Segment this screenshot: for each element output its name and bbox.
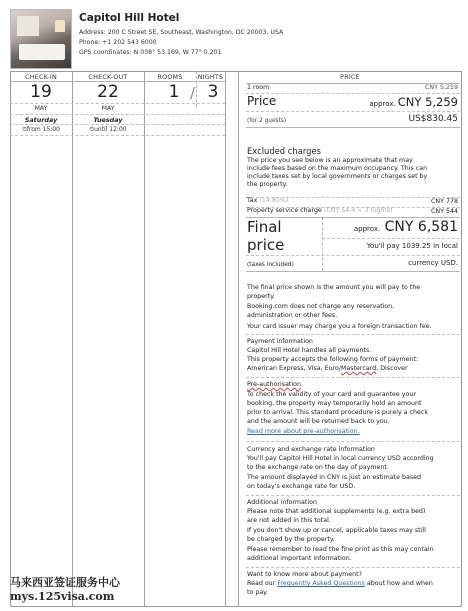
additional-line-2: are not added in this total. [247,517,331,524]
checkin-time-text: from 15:00 [26,126,60,133]
checkout-weekday: Tuesday [93,116,123,124]
excluded-desc-2: include fees based on the maximum occupancy. This can [247,165,428,172]
currency-title: Currency and exchange rate information [247,446,375,453]
final-label-2: price [247,236,285,254]
final-note-4: administration or other fees. [247,312,338,319]
additional-line-6: additional important information. [247,555,352,562]
faq-end: to pay. [247,589,269,596]
currency-line-2: to the exchange rate on the day of payment. [247,464,389,471]
divider-nights [225,71,226,607]
preauth-title: Pre-authorisation [247,381,301,388]
clock-icon: ⏲ [89,126,95,133]
excluded-desc-3: include taxes set by local governments or charges set by [247,173,428,180]
tax-rate: (14.80%) [259,197,289,204]
final-line-1 [322,238,460,239]
price-approx: approx. [369,100,396,108]
final-line-3 [246,271,460,272]
checkout-time-text: until 12:00 [94,126,127,133]
faq-pre: Read our [247,580,278,587]
additional-line-4: be charged by the property. [247,536,335,543]
nights-label: NIGHTS [197,73,224,81]
price-usd: US$830.45 [408,114,458,124]
service-row [247,207,393,215]
checkout-time [72,126,144,134]
faq-line [247,580,433,588]
price-label: Price [247,94,277,108]
divider-time-top [10,124,225,125]
hotel-name: Capitol Hill Hotel [79,12,180,24]
guests-label: (for 2 guests) [247,118,287,124]
tax-label: Tax [247,197,258,204]
payment-methods-b: Mastercard [341,365,377,372]
divider-date [10,103,225,104]
notes-line-1 [246,334,460,335]
final-note-1: The final price shown is the amount you will pay to the [247,284,421,291]
hotel-photo [10,9,72,69]
divider-day [10,114,225,115]
checkin-label: CHECK-IN [25,73,57,81]
final-note-2: property. [247,293,276,300]
faq-link[interactable]: Frequently Asked Questions [277,580,365,587]
faq-post: about how and when [364,580,433,587]
checkout-label: CHECK-OUT [88,73,128,81]
photo-lamp [55,20,65,32]
nights-count: 3 [207,82,219,102]
final-pay-line: You'll pay 1039.25 in local [366,242,458,250]
rooms-label: ROOMS [157,73,183,81]
price-line-3 [246,127,460,128]
preauth-line-3: prior to arrival. This standard procedure is purely a check [247,409,428,416]
payment-methods-c: , Discover [376,365,408,372]
additional-line-5: Please remember to read the fine print as this may contain [247,546,434,553]
preauth-link[interactable]: Read more about pre-authorisation. [247,428,360,435]
payment-methods-a: American Express, Visa, Euro/ [247,365,342,372]
price-line-1 [246,93,460,94]
checkin-month: MAY [34,105,48,112]
divider-time-bottom [10,135,225,136]
hotel-address: Address: 200 C Street SE, Southeast, Washington, DC 20003, USA [79,29,284,36]
currency-line-1: You'll pay Capitol Hill Hotel in local currency USD according [247,455,434,462]
rooms-nights-slash: / [190,84,196,102]
notes-line-2 [246,377,460,378]
room-label: 1 room [247,84,270,91]
final-line-2 [246,255,460,256]
divider-price [238,71,239,607]
divider-checkout [144,71,145,607]
divider-checkin [72,71,73,607]
preauth-line-1: To check the validity of your card and guarantee your [247,391,416,398]
taxes-included: (taxes included) [247,262,294,268]
preauth-line-4: and the amount will be returned back to you. [247,418,390,425]
excluded-desc-1: The price you see below is an approximate that may [247,157,413,164]
room-value: CNY 5,259 [425,84,458,91]
additional-title: Additional information [247,499,317,506]
faq-question: Want to know more about payment? [247,571,362,578]
price-cny [369,95,458,109]
notes-line-3 [246,441,460,442]
notes-line-5 [246,567,460,568]
final-note-5: Your card issuer may charge you a foreign transaction fee. [247,323,432,330]
price-cny-value: CNY 5,259 [397,95,458,109]
checkin-day: 19 [30,82,52,102]
payment-line-2: This property accepts the following forms of payment: [247,356,419,363]
checkin-weekday: Saturday [24,116,58,124]
rooms-count: 1 [168,82,180,102]
tax-value: CNY 778 [431,198,458,205]
preauth-line-2: booking, the property may temporarily hold an amount [247,400,422,407]
excluded-title: Excluded charges [247,146,321,156]
final-currency-line: currency USD. [408,259,458,267]
payment-title: Payment information [247,338,313,345]
hotel-phone: Phone: +1 202 543 6000 [79,39,157,46]
final-label-1: Final [247,218,282,236]
price-line-2 [246,111,460,112]
checkout-month: MAY [101,105,115,112]
additional-line-3: If you don't show up or cancel, applicable taxes may still [247,527,426,534]
final-approx: approx. [353,225,381,233]
checkout-day: 22 [97,82,119,102]
payment-line-1: Capitol Hill Hotel handles all payments. [247,347,372,354]
clock-icon: ⏲ [22,126,27,133]
photo-window [17,16,39,36]
additional-line-1: Please note that additional supplements (e.g. extra bed) [247,508,426,515]
hotel-gps: GPS coordinates: N 038° 53.169, W 77° 0.201 [79,49,222,56]
tax-row [247,197,288,205]
final-cny [354,219,458,235]
service-calc: (CNY 54.4 × 3 nights) [323,207,393,214]
watermark [10,576,120,604]
final-divider [322,217,323,271]
watermark-line-1: 马来西亚签证服务中心 [10,576,120,589]
payment-methods [247,365,408,373]
watermark-line-2: mys.125visa.com [10,590,115,603]
notes-line-4 [246,495,460,496]
currency-line-4: on today's exchange rate for USD. [247,483,356,490]
final-cny-value: CNY 6,581 [384,219,458,235]
service-label: Property service charge [247,207,322,214]
final-note-3: Booking.com does not charge any reservation, [247,303,395,310]
service-value: CNY 544 [431,208,458,215]
checkin-time [10,126,72,134]
excluded-desc-4: the property. [247,181,288,188]
photo-bed [19,44,65,60]
currency-line-3: The amount displayed in CNY is just an estimate based [247,474,422,481]
price-header: PRICE [340,73,360,81]
